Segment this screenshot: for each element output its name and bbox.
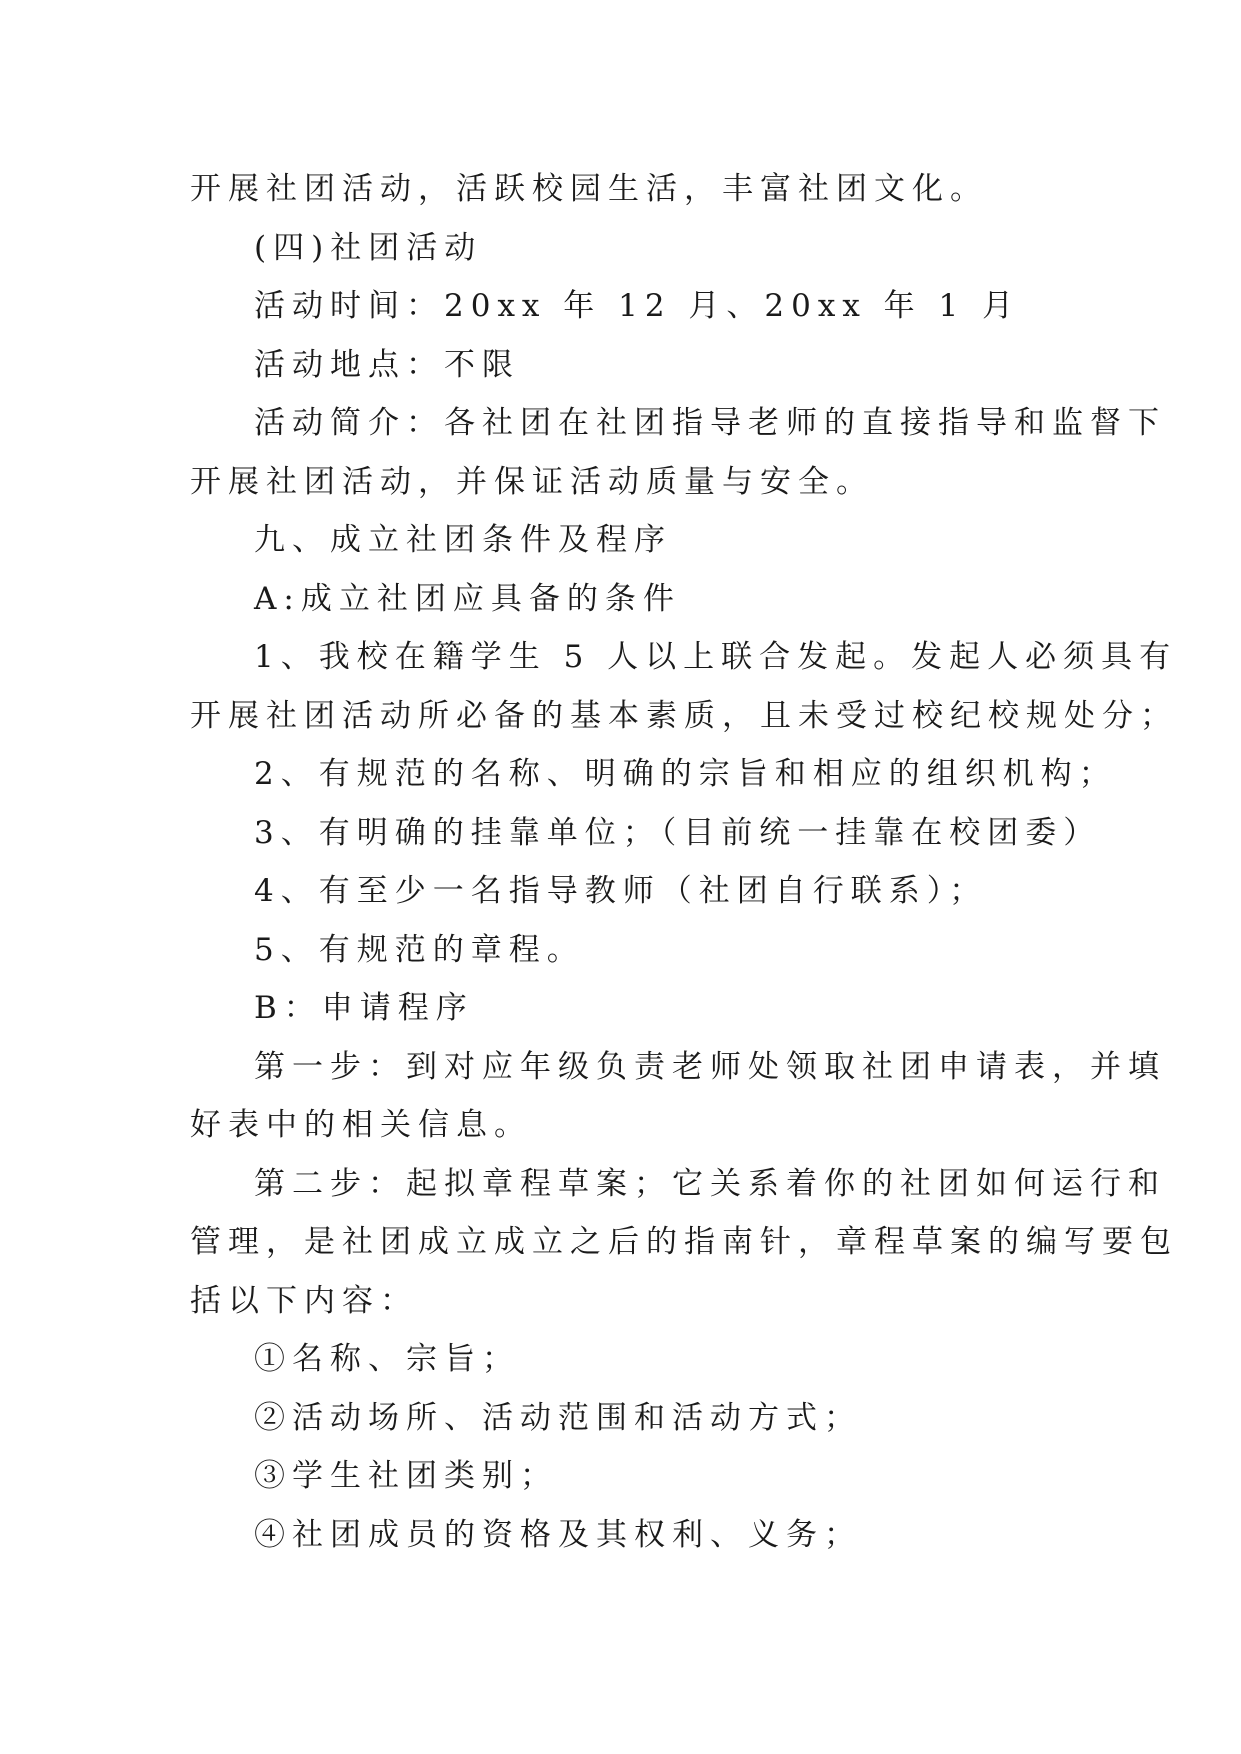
text-line: 开展社团活动所必备的基本素质，且未受过校纪校规处分； — [190, 697, 1178, 734]
text-line: ④社团成员的资格及其权利、义务； — [254, 1516, 862, 1553]
text-line: 2、有规范的名称、明确的宗旨和相应的组织机构； — [254, 756, 1117, 792]
text-line: 第二步：起拟章程草案；它关系着你的社团如何运行和 — [254, 1165, 1166, 1202]
text-line: 活动时间：20xx 年 12 月、20xx 年 1 月 — [254, 288, 1021, 324]
document-body — [190, 160, 1178, 1564]
text-line: 活动简介：各社团在社团指导老师的直接指导和监督下 — [254, 405, 1166, 441]
text-line: B：申请程序 — [254, 990, 474, 1026]
text-line: A:成立社团应具备的条件 — [254, 580, 681, 617]
text-line: 3、有明确的挂靠单位；（目前统一挂靠在校团委） — [254, 814, 1102, 851]
text-line: 活动地点：不限 — [254, 346, 520, 383]
text-line: 第一步：到对应年级负责老师处领取社团申请表，并填 — [254, 1048, 1166, 1085]
text-line: 4、有至少一名指导教师（社团自行联系）； — [254, 873, 988, 909]
text-line: ③学生社团类别； — [254, 1458, 558, 1494]
text-line: 好表中的相关信息。 — [190, 1107, 532, 1143]
text-line: 5、有规范的章程。 — [254, 931, 585, 968]
text-line: ①名称、宗旨； — [254, 1341, 520, 1377]
text-line: 1、我校在籍学生 5 人以上联合发起。发起人必须具有 — [254, 639, 1178, 675]
text-line: 九、成立社团条件及程序 — [254, 522, 672, 558]
text-line: (四)社团活动 — [254, 229, 483, 266]
text-line: 括以下内容： — [190, 1282, 418, 1319]
text-line: 开展社团活动，活跃校园生活，丰富社团文化。 — [190, 171, 988, 207]
text-line: ②活动场所、活动范围和活动方式； — [254, 1399, 862, 1436]
text-line: 开展社团活动，并保证活动质量与安全。 — [190, 463, 874, 500]
text-line: 管理，是社团成立成立之后的指南针，章程草案的编写要包 — [190, 1224, 1178, 1260]
